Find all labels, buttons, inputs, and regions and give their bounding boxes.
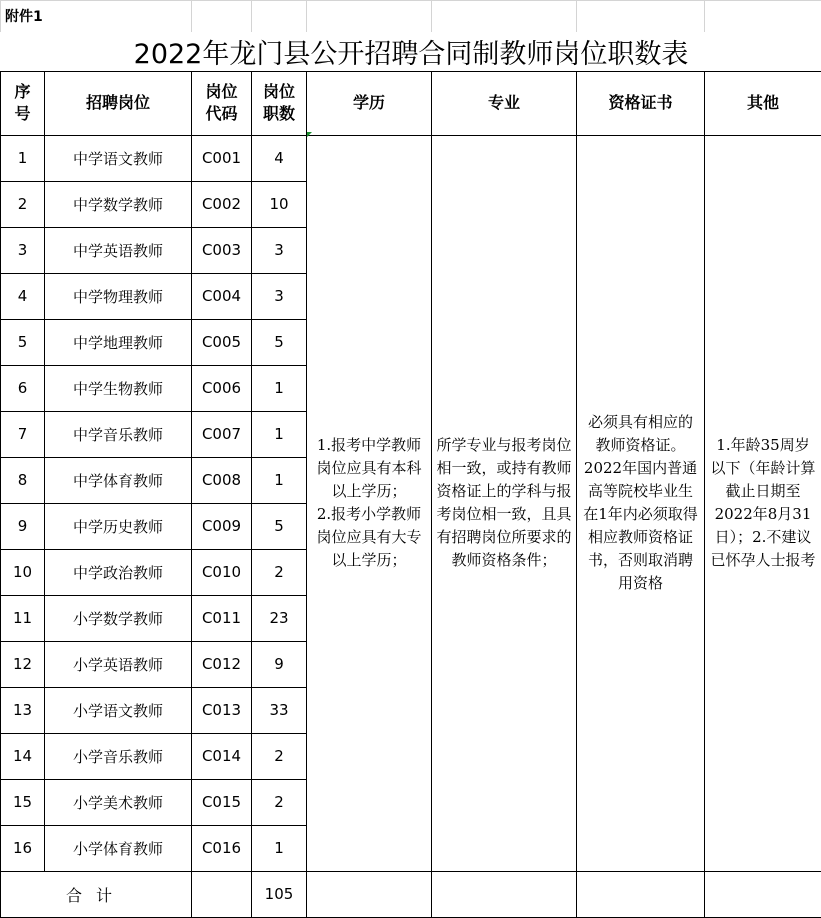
row-count: 3: [252, 227, 307, 273]
row-count: 4: [252, 135, 307, 181]
row-seq: 2: [1, 181, 45, 227]
row-seq: 7: [1, 411, 45, 457]
empty-cell: [307, 871, 432, 917]
row-code: C006: [192, 365, 252, 411]
row-count: 2: [252, 733, 307, 779]
row-position: 中学体育教师: [45, 457, 192, 503]
row-position: 小学体育教师: [45, 825, 192, 871]
row-seq: 12: [1, 641, 45, 687]
row-count: 2: [252, 549, 307, 595]
attachment-label: 附件1: [1, 1, 192, 32]
empty-cell: [307, 1, 432, 32]
cell-comment-marker: [307, 132, 312, 137]
row-count: 2: [252, 779, 307, 825]
row-count: 1: [252, 365, 307, 411]
row-count: 5: [252, 503, 307, 549]
row-code: C002: [192, 181, 252, 227]
row-position: 小学英语教师: [45, 641, 192, 687]
header-certificate: 资格证书: [577, 71, 705, 135]
attachment-row: [1, 1, 821, 32]
row-seq: 8: [1, 457, 45, 503]
row-seq: 9: [1, 503, 45, 549]
row-position: 中学英语教师: [45, 227, 192, 273]
header-seq: 序 号: [1, 71, 45, 135]
title-row: [1, 32, 821, 72]
row-count: 23: [252, 595, 307, 641]
empty-cell: [432, 1, 577, 32]
header-row: [1, 71, 821, 135]
table-title: 2022年龙门县公开招聘合同制教师岗位职数表: [1, 32, 821, 72]
row-position: 中学地理教师: [45, 319, 192, 365]
empty-cell: [192, 1, 252, 32]
row-code: C007: [192, 411, 252, 457]
row-seq: 10: [1, 549, 45, 595]
row-position: 小学语文教师: [45, 687, 192, 733]
row-position: 中学历史教师: [45, 503, 192, 549]
row-code: C008: [192, 457, 252, 503]
row-code: C015: [192, 779, 252, 825]
row-position: 中学数学教师: [45, 181, 192, 227]
row-count: 10: [252, 181, 307, 227]
row-seq: 16: [1, 825, 45, 871]
row-position: 中学政治教师: [45, 549, 192, 595]
empty-cell: [252, 1, 307, 32]
row-seq: 4: [1, 273, 45, 319]
certificate-requirement: 必须具有相应的教师资格证。2022年国内普通高等院校毕业生在1年内必须取得相应教师资格证书，否则取消聘用资格: [577, 135, 705, 871]
header-position: 招聘岗位: [45, 71, 192, 135]
row-seq: 11: [1, 595, 45, 641]
header-education: 学历: [307, 71, 432, 135]
empty-cell: [577, 871, 705, 917]
row-code: C001: [192, 135, 252, 181]
row-count: 3: [252, 273, 307, 319]
row-seq: 6: [1, 365, 45, 411]
row-count: 1: [252, 825, 307, 871]
header-major: 专业: [432, 71, 577, 135]
total-count: 105: [252, 871, 307, 917]
row-code: C014: [192, 733, 252, 779]
row-count: 5: [252, 319, 307, 365]
row-position: 中学语文教师: [45, 135, 192, 181]
header-code: 岗位 代码: [192, 71, 252, 135]
row-code: C016: [192, 825, 252, 871]
row-code: C003: [192, 227, 252, 273]
table-row: [1, 135, 821, 181]
row-count: 1: [252, 411, 307, 457]
row-code: C004: [192, 273, 252, 319]
empty-cell: [577, 1, 705, 32]
empty-cell: [432, 871, 577, 917]
row-count: 9: [252, 641, 307, 687]
row-seq: 15: [1, 779, 45, 825]
row-seq: 5: [1, 319, 45, 365]
row-count: 1: [252, 457, 307, 503]
row-seq: 13: [1, 687, 45, 733]
row-position: 小学音乐教师: [45, 733, 192, 779]
total-row: [1, 871, 821, 917]
row-position: 小学数学教师: [45, 595, 192, 641]
row-position: 中学物理教师: [45, 273, 192, 319]
major-requirement: 所学专业与报考岗位相一致，或持有教师资格证上的学科与报考岗位相一致，且具有招聘岗位所要求的教师资格条件；: [432, 135, 577, 871]
other-requirement: 1.年龄35周岁以下（年龄计算截止日期至2022年8月31日）；2.不建议已怀孕人士报考: [705, 135, 821, 871]
row-code: C013: [192, 687, 252, 733]
total-label: 合计: [1, 871, 192, 917]
empty-cell: [705, 871, 821, 917]
row-code: C009: [192, 503, 252, 549]
empty-cell: [192, 871, 252, 917]
empty-cell: [705, 1, 821, 32]
row-seq: 3: [1, 227, 45, 273]
row-code: C005: [192, 319, 252, 365]
row-seq: 1: [1, 135, 45, 181]
row-position: 小学美术教师: [45, 779, 192, 825]
row-code: C012: [192, 641, 252, 687]
education-requirement: 1.报考中学教师岗位应具有本科以上学历； 2.报考小学教师岗位应具有大专以上学历；: [307, 135, 432, 871]
row-position: 中学音乐教师: [45, 411, 192, 457]
row-code: C011: [192, 595, 252, 641]
row-code: C010: [192, 549, 252, 595]
row-position: 中学生物教师: [45, 365, 192, 411]
row-seq: 14: [1, 733, 45, 779]
header-count: 岗位 职数: [252, 71, 307, 135]
header-other: 其他: [705, 71, 821, 135]
row-count: 33: [252, 687, 307, 733]
